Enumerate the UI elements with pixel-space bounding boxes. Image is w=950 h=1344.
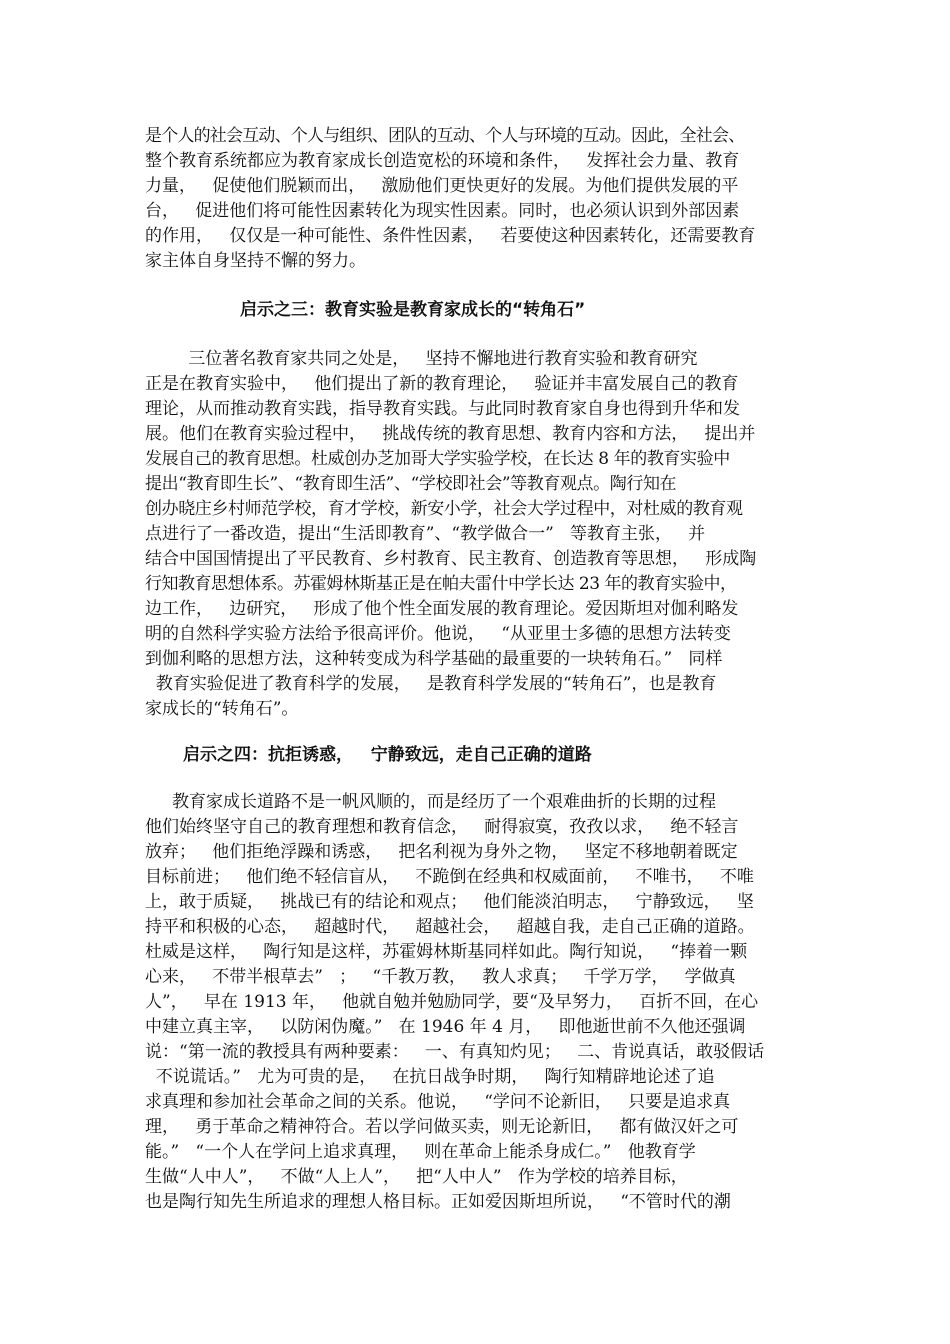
section-heading-3: 启示之三：教育实验是教育家成长的“转角石” [240, 300, 586, 320]
paragraph-3-line: 上，敢于质疑， 挑战已有的结论和观点； 他们能淡泊明志， 宁静致远， 坚 [145, 892, 754, 912]
paragraph-3-line: 生做“人中人”， 不做“人上人”， 把“人中人” 作为学校的培养目标， [145, 1167, 688, 1187]
paragraph-2-line: 教育实验促进了教育科学的发展， 是教育科学发展的“转角石”，也是教育 [145, 674, 717, 694]
paragraph-2-line: 提出“教育即生长”、“教育即生活”、“学校即社会”等教育观点。陶行知在 [145, 474, 677, 494]
paragraph-3-line: 人”， 早在 1913 年， 他就自勉并勉励同学，要“及早努力， 百折不回，在心 [145, 992, 759, 1012]
paragraph-2-line: 点进行了一番改造，提出“生活即教育”、“教学做合一” 等教育主张， 并 [145, 524, 706, 544]
paragraph-3-line: 放弃； 他们拒绝浮躁和诱惑， 把名利视为身外之物， 坚定不移地朝着既定 [145, 842, 738, 862]
paragraph-3-line: 求真理和参加社会革命之间的关系。他说， “学问不论新旧， 只要是追求真 [145, 1092, 731, 1112]
paragraph-3-line: 他们始终坚守自己的教育理想和教育信念， 耐得寂寞，孜孜以求， 绝不轻言 [145, 817, 739, 837]
paragraph-1-line: 是个人的社会互动、个人与组织、团队的互动、个人与环境的互动。因此，全社会、 [145, 126, 745, 146]
paragraph-3-line: 不说谎话。” 尤为可贵的是， 在抗日战争时期， 陶行知精辟地论述了追 [145, 1067, 715, 1087]
paragraph-2-line: 家成长的“转角石”。 [145, 699, 299, 719]
paragraph-2-line: 创办晓庄乡村师范学校，育才学校，新安小学，社会大学过程中，对杜威的教育观 [145, 499, 743, 519]
paragraph-3-line: 也是陶行知先生所追求的理想人格目标。正如爱因斯坦所说， “不管时代的潮 [145, 1192, 731, 1212]
paragraph-3-line: 能。” “一个人在学问上追求真理， 则在革命上能杀身成仁。” 他教育学 [145, 1142, 696, 1162]
paragraph-1-line: 整个教育系统都应为教育家成长创造宽松的环境和条件， 发挥社会力量、教育 [145, 151, 740, 171]
paragraph-2-line: 三位著名教育家共同之处是， 坚持不懈地进行教育实验和教育研究 [145, 349, 698, 369]
paragraph-2-line: 到伽利略的思想方法，这种转变成为科学基础的最重要的一块转角石。” 同样 [145, 649, 723, 669]
paragraph-3-line: 中建立真主宰， 以防闲伪魔。” 在 1946 年 4 月， 即他逝世前不久他还强调 [145, 1017, 746, 1037]
paragraph-2-line: 明的自然科学实验方法给予很高评价。他说， “从亚里士多德的思想方法转变 [145, 624, 731, 644]
paragraph-2-line: 展。他们在教育实验过程中， 挑战传统的教育思想、教育内容和方法， 提出并 [145, 424, 756, 444]
paragraph-3-line: 杜威是这样， 陶行知是这样，苏霍姆林斯基同样如此。陶行知说， “捧着一颗 [145, 942, 748, 962]
section-heading-4: 启示之四：抗拒诱惑， 宁静致远，走自己正确的道路 [183, 745, 592, 765]
paragraph-2-line: 理论，从而推动教育实践，指导教育实践。与此同时教育家自身也得到升华和发 [145, 399, 740, 419]
paragraph-1-line: 力量， 促使他们脱颖而出， 激励他们更快更好的发展。为他们提供发展的平 [145, 176, 739, 196]
paragraph-2-line: 发展自己的教育思想。杜威创办芝加哥大学实验学校，在长达 8 年的教育实验中 [145, 449, 730, 469]
paragraph-2-line: 正是在教育实验中， 他们提出了新的教育理论， 验证并丰富发展自己的教育 [145, 374, 739, 394]
paragraph-3-line: 目标前进； 他们绝不轻信盲从， 不跪倒在经典和权威面前， 不唯书， 不唯 [145, 867, 754, 887]
paragraph-3-line: 持平和积极的心态， 超越时代， 超越社会， 超越自我，走自己正确的道路。 [145, 917, 755, 937]
paragraph-3-line: 说：“第一流的教授具有两种要素： 一、有真知灼见； 二、肯说真话，敢驳假话 [145, 1042, 765, 1062]
paragraph-1-line: 家主体自身坚持不懈的努力。 [145, 251, 366, 271]
paragraph-3-line: 心来， 不带半根草去” ； “千教万教， 教人求真； 千学万学， 学做真 [145, 967, 736, 987]
paragraph-1-line: 的作用， 仅仅是一种可能性、条件性因素， 若要使这种因素转化，还需要教育 [145, 226, 756, 246]
paragraph-1-line: 台， 促进他们将可能性因素转化为现实性因素。同时，也必须认识到外部因素 [145, 201, 740, 221]
paragraph-2-line: 行知教育思想体系。苏霍姆林斯基正是在帕夫雷什中学长达 23 年的教育实验中， [145, 574, 737, 594]
paragraph-3-line: 教育家成长道路不是一帆风顺的，而是经历了一个艰难曲折的长期的过程 [145, 792, 717, 812]
paragraph-2-line: 结合中国国情提出了平民教育、乡村教育、民主教育、创造教育等思想， 形成陶 [145, 549, 757, 569]
paragraph-2-line: 边工作， 边研究， 形成了他个性全面发展的教育理论。爱因斯坦对伽利略发 [145, 599, 739, 619]
paragraph-3-line: 理， 勇于革命之精神符合。若以学问做买卖，则无论新旧， 都有做汉奸之可 [145, 1117, 739, 1137]
